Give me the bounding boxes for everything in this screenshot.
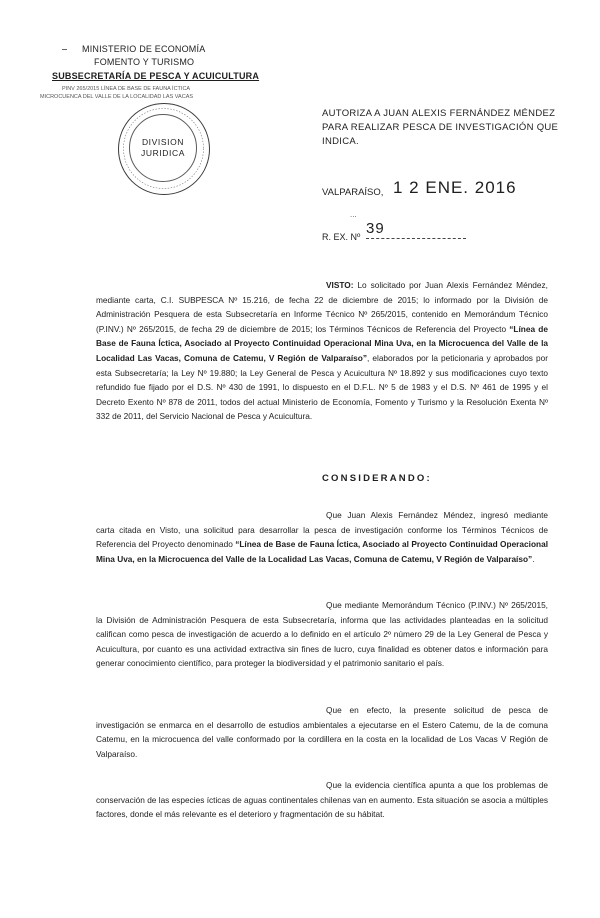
visto-project-name: “Línea de Base de Fauna Íctica, Asociado al Proyecto Continuidad Operacional Mina Uva, en la Microcuenca del Valle de la Localidad Las Vacas, Comuna de Catemu, V Región de Valparaíso”	[96, 323, 548, 363]
stamp-center	[129, 114, 197, 182]
considerando-4: Que la evidencia científica apunta a que los problemas de conservación de las especies ícticas de aguas continentales chilenas van en aumento. Esta situación se asocia a múltiples factores, donde el más relevante es el deterioro y fragmentación de su hábitat.	[96, 780, 548, 820]
reference-line-1: PINV 265/2015 LÍNEA DE BASE DE FAUNA ÍCTICA	[62, 86, 191, 92]
considerando-1-project: “Línea de Base de Fauna Íctica, Asociado al Proyecto Continuidad Operacional Mina Uva, en la Microcuenca del Valle de la Localidad Las Vacas, Comuna de Catemu, V Región de Valparaíso”	[96, 539, 549, 564]
considerando-heading: CONSIDERANDO:	[322, 473, 432, 484]
resolution-label: R. EX. Nº	[322, 232, 361, 242]
considerando-1-text: Que Juan Alexis Fernández Méndez, ingresó mediante carta citada en Visto, una solicitud para desarrollar la pesca de investigación conforme los Términos Técnicos de Referencia del Proyecto denominado	[96, 510, 548, 550]
dots-mark: ...	[350, 210, 357, 219]
reference-line-2: MICROCUENCA DEL VALLE DE LA LOCALIDAD LAS VACAS	[40, 94, 194, 100]
visto-text-1: Lo solicitado por Juan Alexis Fernández Méndez, mediante carta, C.I. SUBPESCA Nº 15.216, de fecha 22 de diciembre de 2015; lo informado por la División de Administración Pesquera de esta Subsecretaría en Informe Técnico Nº 265/2015, contenido en Memorándum Técnico (P.INV.) Nº 265/2015, de fecha 29 de diciembre de 2015; los Términos Técnicos de Referencia del Proyecto	[96, 280, 548, 334]
margin-mark	[62, 49, 67, 50]
stamp-line-2: JURIDICA	[141, 148, 185, 158]
considerando-2: Que mediante Memorándum Técnico (P.INV.) Nº 265/2015, la División de Administración Pesquera de esta Subsecretaría, informa que las actividades planteadas en la solicitud califican como pesca de investigación de acuerdo a lo definido en el artículo 2º número 29 de la Ley General de Pesca y Acuicultura, por cuanto es una actividad extractiva sin fines de lucro, cuya finalidad es obtener datos e información para generar conocimiento científico, para proteger la biodiversidad y el patrimonio sanitario el país.	[96, 600, 548, 669]
considerando-1	[96, 508, 548, 566]
date-label: VALPARAÍSO,	[322, 187, 384, 198]
resolution-underline	[366, 238, 466, 239]
ministry-name: MINISTERIO DE ECONOMÍA	[82, 44, 206, 54]
resolution-title: AUTORIZA A JUAN ALEXIS FERNÁNDEZ MÉNDEZ PARA REALIZAR PESCA DE INVESTIGACIÓN QUE INDICA.	[322, 108, 559, 147]
visto-paragraph	[96, 278, 548, 424]
stamp-line-1: DIVISION	[141, 137, 185, 147]
considerando-3: Que en efecto, la presente solicitud de pesca de investigación se enmarca en el desarrollo de estudios ambientales a ejecutarse en el Estero Catemu, de la de comuna Catemu, en la microcuenca del valle conformado por la cordillera en la costa en la localidad de Los Vacas V Región de Valparaíso.	[96, 705, 548, 759]
ministry-subname: FOMENTO Y TURISMO	[94, 57, 195, 67]
resolution-number: 39	[366, 220, 385, 237]
division-juridica-stamp	[118, 103, 210, 195]
date-stamp: 1 2 ENE. 2016	[393, 178, 517, 197]
subsecretaria-name: SUBSECRETARÍA DE PESCA Y ACUICULTURA	[52, 71, 260, 81]
considerando-1-end: .	[532, 553, 535, 564]
visto-text-2: , elaborados por la peticionaria y aprobados por esta Subsecretaría; la Ley Nº 19.880; la Ley General de Pesca y Acuicultura Nº 18.892 y sus modificaciones cuyo texto refundido fue fijado por el D.S. Nº 430 de 1991, lo dispuesto en el D.F.L. Nº 5 de 1983 y el D.S. Nº 461 de 1995 y el Decreto Exento Nº 878 de 2011, todos del actual Ministerio de Economía, Fomento y Turismo y la Resolución Exenta Nº 332 de 2011, del Servicio Nacional de Pesca y Acuicultura.	[96, 352, 549, 422]
visto-label: VISTO:	[326, 280, 354, 290]
